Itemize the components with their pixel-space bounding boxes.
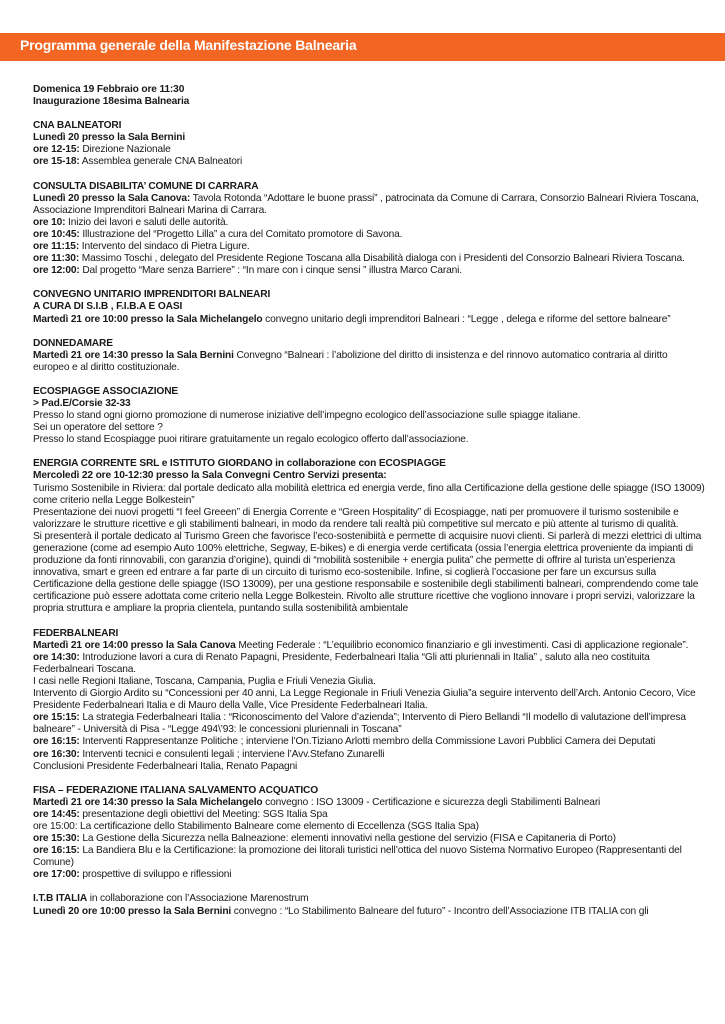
programme-content xyxy=(33,84,705,930)
line-text: Presso lo stand ogni giorno promozione di numerose iniziative dell’impegno ecologico dell’associazione sulle spiagge italiane. xyxy=(33,410,581,422)
bold-lead: ore 11:30: xyxy=(33,253,80,265)
line-text: Convegno “Balneari : l’abolizione del diritto di insistenza e del rinnovo automatico contraria al diritto europeo e al diritto costituzionale. xyxy=(33,349,668,373)
section-heading xyxy=(33,458,705,470)
line-text: convegno : “Lo Stabilimento Balneare del futuro” - Incontro dell’Associazione ITB ITALIA con gli xyxy=(231,905,649,917)
section-heading xyxy=(33,289,705,301)
line-text: Intervento del sindaco di Pietra Ligure. xyxy=(79,241,250,253)
line-text: ore 15:00: La certificazione dello Stabilimento Balneare come elemento di Eccellenza (SGS Italia Spa) xyxy=(33,820,479,832)
section-heading xyxy=(33,386,705,398)
programme-line xyxy=(33,809,705,821)
section-heading xyxy=(33,338,705,350)
line-text: La strategia Federbalneari Italia : “Riconoscimento del Valore d’azienda”; Intervento di Piero Bellandi “Il modello di valutazione dell’impresa balneare” - Università di Pisa - “Legge 494\’93: le concessioni pluriennali in Toscana” xyxy=(33,712,686,736)
heading-text: > Pad.E/Corsie 32-33 xyxy=(33,397,131,409)
bold-lead: ore 15-18: xyxy=(33,156,80,168)
line-text: Illustrazione del “Progetto Lilla” a cura del Comitato promotore di Savona. xyxy=(79,228,403,240)
programme-line xyxy=(33,676,705,688)
section-heading xyxy=(33,96,705,108)
programme-line xyxy=(33,265,705,277)
line-text: Assemblea generale CNA Balneatori xyxy=(79,156,243,168)
line-text: Sei un operatore del settore ? xyxy=(33,422,163,434)
programme-line xyxy=(33,736,705,748)
programme-line xyxy=(33,144,705,156)
programme-line xyxy=(33,229,705,241)
bold-lead: ore 14:45: xyxy=(33,808,80,820)
bold-lead: ore 11:15: xyxy=(33,241,80,253)
programme-line xyxy=(33,507,705,531)
programme-section xyxy=(33,84,705,108)
line-text: convegno : ISO 13009 - Certificazione e sicurezza degli Stabilimenti Balneari xyxy=(262,796,601,808)
heading-text: DONNEDAMARE xyxy=(33,337,113,349)
programme-line xyxy=(33,156,705,168)
programme-section xyxy=(33,289,705,325)
programme-line xyxy=(33,422,705,434)
bold-lead: Lunedì 20 presso la Sala Canova: xyxy=(33,192,191,204)
programme-line xyxy=(33,314,705,326)
bold-lead: ore 16:15: xyxy=(33,845,80,857)
line-text: Inizio dei lavori e saluti delle autorità. xyxy=(65,216,229,228)
programme-line xyxy=(33,483,705,507)
line-text: convegno unitario degli imprenditori Balneari : “Legge , delega e riforme del settore balneare” xyxy=(262,313,671,325)
line-text: Turismo Sostenibile in Riviera: dal portale dedicato alla mobilità elettrica ed energia verde, fino alla Certificazione della gestione delle spiagge (ISO 13009) come criterio nella Legge Bolkestein” xyxy=(33,482,705,506)
line-text: Interventi tecnici e consulenti legali ; interviene l’Avv.Stefano Zunarelli xyxy=(79,748,385,760)
line-text: Tavola Rotonda “Adottare le buone prassi” , patrocinata da Comune di Carrara, Consorzio Balneari Riviera Toscana, Associazione Imprenditori Balneari Marina di Carrara. xyxy=(33,192,699,216)
programme-line xyxy=(33,350,705,374)
line-text: presentazione degli obiettivi del Meeting: SGS Italia Spa xyxy=(79,808,328,820)
programme-line xyxy=(33,193,705,217)
line-text: La Gestione della Sicurezza nella Balneazione: elementi innovativi nella gestione del servizio (FISA e Capitaneria di Porto) xyxy=(79,833,616,845)
bold-lead: Martedì 21 ore 10:00 presso la Sala Michelangelo xyxy=(33,313,263,325)
programme-line xyxy=(33,434,705,446)
bold-lead: Martedì 21 ore 14:00 presso la Sala Canova xyxy=(33,639,236,651)
bold-lead: ore 10: xyxy=(33,216,66,228)
programme-line xyxy=(33,253,705,265)
heading-text: Lunedì 20 presso la Sala Bernini xyxy=(33,132,186,144)
heading-text: ENERGIA CORRENTE SRL e ISTITUTO GIORDANO in collaborazione con ECOSPIAGGE xyxy=(33,458,446,470)
bold-lead: ore 16:15: xyxy=(33,736,80,748)
section-heading xyxy=(33,120,705,132)
section-heading xyxy=(33,398,705,410)
line-text: Si presenterà il portale dedicato al Turismo Green che favorisce l’eco-sostenibiità e permette di acquisire nuovi clienti. Si parlerà di mezzi elettrici di ultima generazione (come ad esempio Auto 100% elettriche, Segway, E-bikes) e di energia verde certificata (ossia l’energia elettrica proveniente da impianti di produzione da fonti rinnovabili, con garanzia d’origine), quindi di “mobilità sostenibile + energia pulita” che permette di offrire al turista un’esperienza innovativa, smart e green ed entrare a far parte di un circuito di turismo eco-sostenibile. Infine, si coglierà l’occasione per fare un excursus sulla Certificazione della gestione delle spiagge (ISO 13009), per una gestione responsabile e sostenibile degli stabilimenti balneari, comprendendo come tale certificazione può essere adottata come criterio nella Legge Bolkestein. Rivolto alle strutture ricettive che vogliono innovare i propri servizi, valorizzare la propria struttura e ampliare la propria clientela, puntando sulla sostenibilità ambientale xyxy=(33,530,702,615)
programme-line xyxy=(33,531,705,616)
programme-line xyxy=(33,821,705,833)
line-text: Massimo Toschi , delegato del Presidente Regione Toscana alla Disabilità dialoga con i Presidenti del Consorzio Balneari Riviera Toscana. xyxy=(79,253,685,265)
programme-line xyxy=(33,893,705,905)
programme-line xyxy=(33,712,705,736)
bold-lead: ore 10:45: xyxy=(33,228,80,240)
programme-section xyxy=(33,628,705,773)
programme-section xyxy=(33,458,705,615)
page-title: Programma generale della Manifestazione Balnearia xyxy=(20,37,357,53)
line-text: Conclusioni Presidente Federbalneari Italia, Renato Papagni xyxy=(33,760,298,772)
bold-lead: ore 16:30: xyxy=(33,748,80,760)
heading-text: Mercoledì 22 ore 10-12:30 presso la Sala Convegni Centro Servizi presenta: xyxy=(33,470,387,482)
line-text: Interventi Rappresentanze Politiche ; interviene l’On.Tiziano Arlotti membro della Commissione Lavori Pubblici Camera dei Deputati xyxy=(79,736,656,748)
programme-section xyxy=(33,120,705,168)
bold-lead: ore 12:00: xyxy=(33,265,80,277)
bold-lead: ore 12-15: xyxy=(33,144,80,156)
programme-line xyxy=(33,749,705,761)
programme-line xyxy=(33,845,705,869)
line-text: Meeting Federale : “L’equilibrio economico finanziario e gli investimenti. Casi di applicazione regionale”. xyxy=(235,639,689,651)
programme-line xyxy=(33,833,705,845)
section-heading xyxy=(33,132,705,144)
programme-line xyxy=(33,761,705,773)
programme-line xyxy=(33,797,705,809)
heading-text: Inaugurazione 18esima Balnearia xyxy=(33,96,190,108)
programme-section xyxy=(33,338,705,374)
programme-section xyxy=(33,893,705,917)
section-heading xyxy=(33,301,705,313)
programme-line xyxy=(33,688,705,712)
line-text: Presentazione dei nuovi progetti “I feel Greeen” di Energia Corrente e “Green Hospitality” di Ecospiagge, nati per promuovere il turismo sostenibile e valorizzare le strutture ricettive e gli stabilimenti balneari, in modo da rendere tali realtà più competitive sul mercato e più attente al turismo di qualità. xyxy=(33,506,679,530)
line-text: Introduzione lavori a cura di Renato Papagni, Presidente, Federbalneari Italia “Gli atti pluriennali in Italia” , saluto alla neo costituita Federbalneari Toscana. xyxy=(33,651,650,675)
line-text: Presso lo stand Ecospiagge puoi ritirare gratuitamente un regalo ecologico offerto dall’associazione. xyxy=(33,434,469,446)
section-heading xyxy=(33,628,705,640)
section-heading xyxy=(33,785,705,797)
section-heading xyxy=(33,470,705,482)
programme-line xyxy=(33,241,705,253)
bold-lead: Martedì 21 ore 14:30 presso la Sala Michelangelo xyxy=(33,796,263,808)
line-text: La Bandiera Blu e la Certificazione: la promozione dei litorali turistici nell’ottica del nuovo Sistema Normativo Europeo (Rappresentanti del Comune) xyxy=(33,845,682,869)
heading-text: ECOSPIAGGE ASSOCIAZIONE xyxy=(33,385,179,397)
bold-lead: ore 15:30: xyxy=(33,833,80,845)
bold-lead: ore 14:30: xyxy=(33,651,80,663)
heading-text: FEDERBALNEARI xyxy=(33,627,119,639)
section-heading xyxy=(33,181,705,193)
programme-section xyxy=(33,386,705,446)
heading-text: FISA – FEDERAZIONE ITALIANA SALVAMENTO ACQUATICO xyxy=(33,784,319,796)
heading-text: Domenica 19 Febbraio ore 11:30 xyxy=(33,84,185,95)
heading-text: A CURA DI S.I.B , F.I.B.A E OASI xyxy=(33,301,183,313)
programme-section xyxy=(33,181,705,278)
programme-line xyxy=(33,869,705,881)
heading-text: CONVEGNO UNITARIO IMPRENDITORI BALNEARI xyxy=(33,289,271,301)
programme-line xyxy=(33,410,705,422)
header-banner xyxy=(0,33,725,61)
line-text: Dal progetto “Mare senza Barriere” : “In mare con i cinque sensi ” illustra Marco Carani. xyxy=(79,265,462,277)
line-text: Direzione Nazionale xyxy=(79,144,171,156)
bold-lead: I.T.B ITALIA xyxy=(33,893,88,905)
bold-lead: Lunedì 20 ore 10:00 presso la Sala Bernini xyxy=(33,905,232,917)
section-heading xyxy=(33,84,705,96)
line-text: prospettive di sviluppo e riflessioni xyxy=(79,869,232,881)
heading-text: CNA BALNEATORI xyxy=(33,120,122,132)
line-text: Intervento di Giorgio Ardito su “Concessioni per 40 anni, La Legge Regionale in Friuli Venezia Giulia”a seguire intervento dell’Arch. Antonio Cecoro, Vice Presidente Federbalneari Italia e di Mauro della Valle, Vice Presidente Federbalneari Italia. xyxy=(33,688,696,712)
programme-line xyxy=(33,217,705,229)
programme-line xyxy=(33,652,705,676)
line-text: in collaborazione con l’Associazione Marenostrum xyxy=(87,893,309,905)
programme-line xyxy=(33,906,705,918)
programme-line xyxy=(33,640,705,652)
bold-lead: ore 15:15: xyxy=(33,712,80,724)
bold-lead: Martedì 21 ore 14:30 presso la Sala Bernini xyxy=(33,349,234,361)
line-text: I casi nelle Regioni Italiane, Toscana, Campania, Puglia e Friuli Venezia Giulia. xyxy=(33,675,376,687)
programme-section xyxy=(33,785,705,882)
bold-lead: ore 17:00: xyxy=(33,869,80,881)
heading-text: CONSULTA DISABILITA’ COMUNE DI CARRARA xyxy=(33,180,259,192)
